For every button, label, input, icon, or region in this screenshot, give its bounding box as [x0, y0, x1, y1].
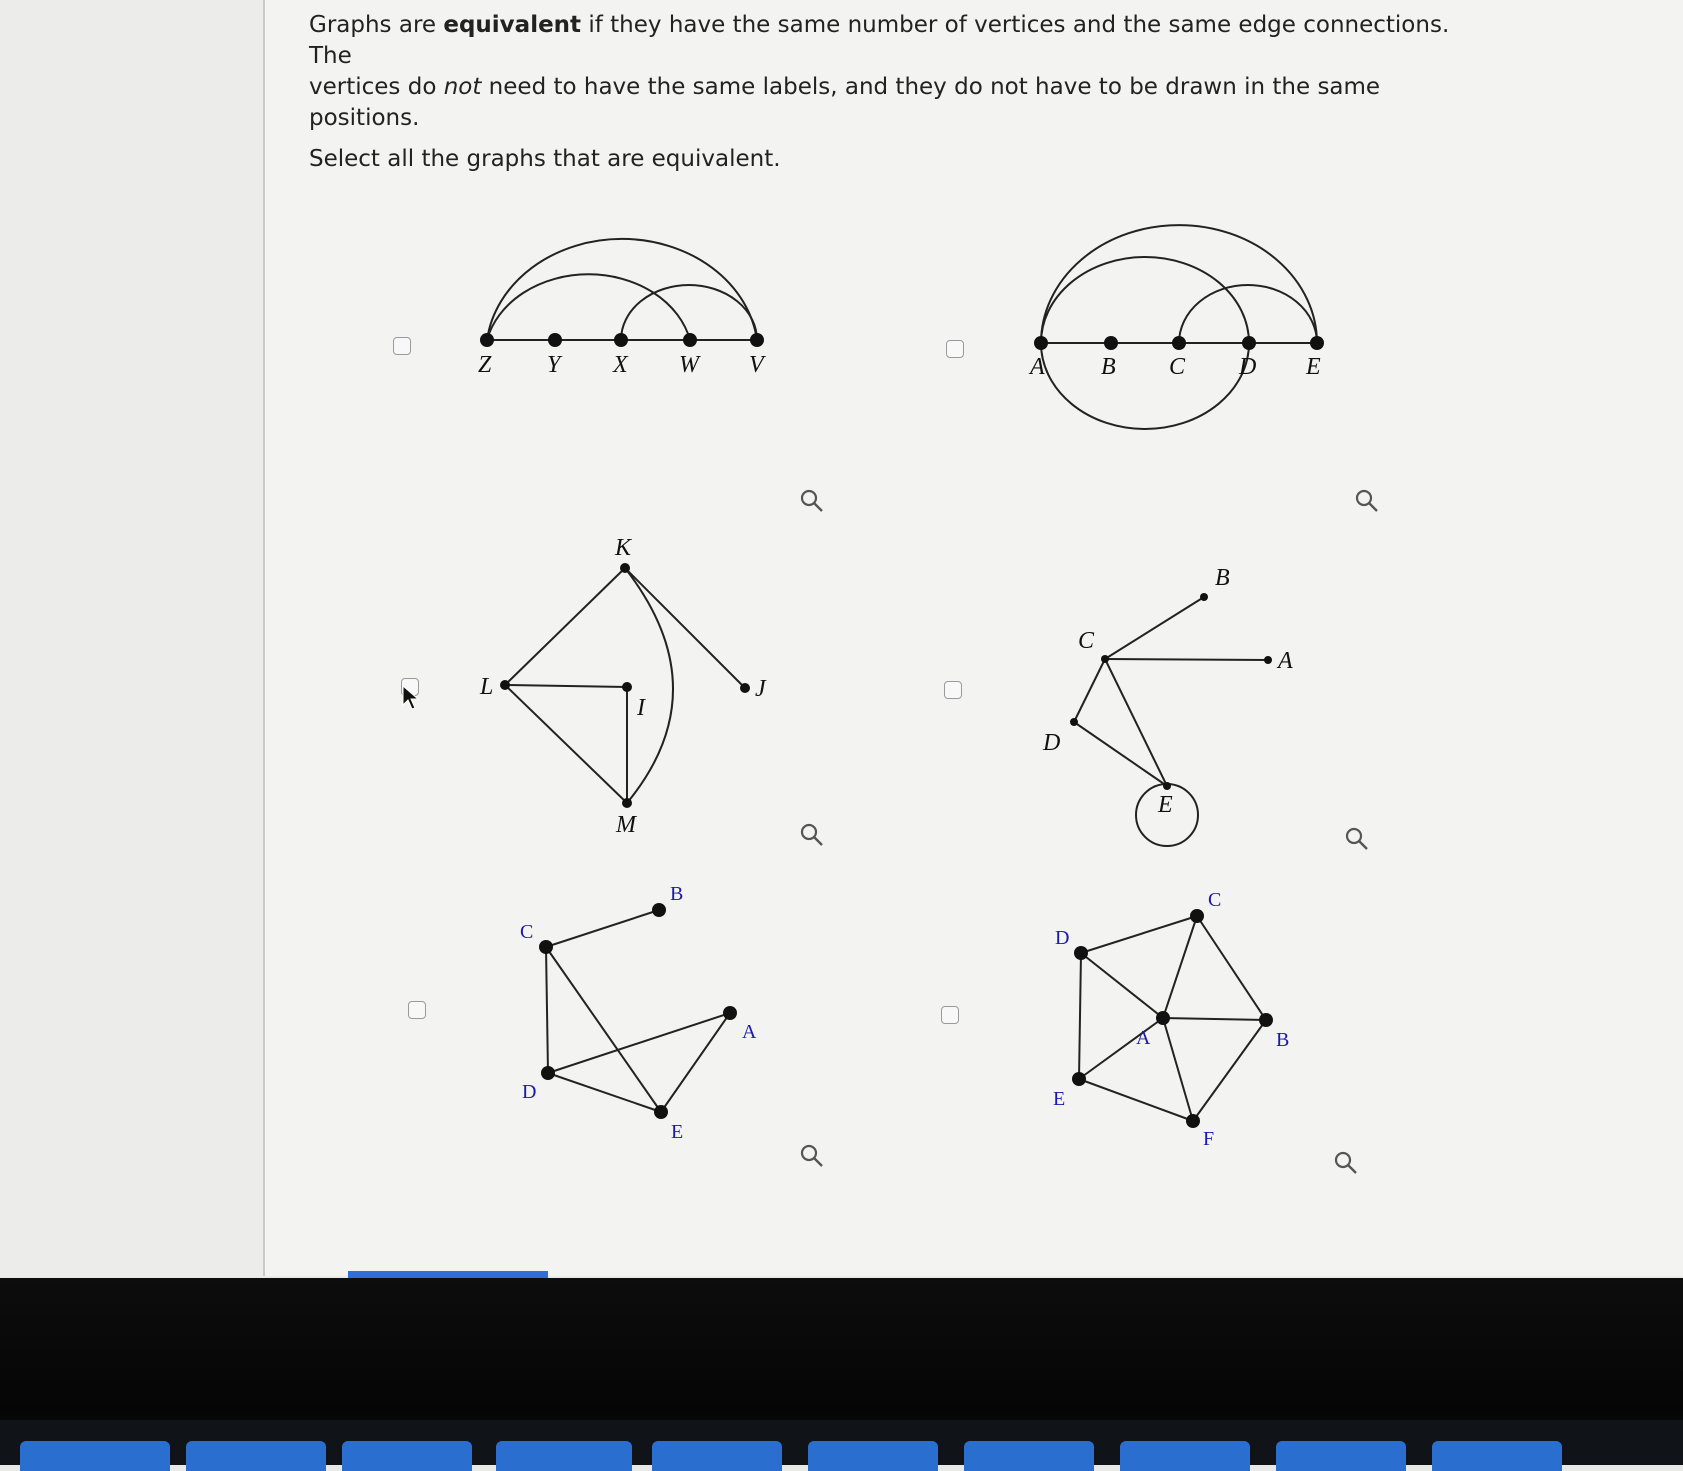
edge-c-e — [1105, 659, 1167, 786]
label-v: V — [749, 352, 764, 378]
label-e: E — [1306, 354, 1321, 380]
keyboard-key — [496, 1441, 632, 1471]
edge-a-e — [661, 1013, 730, 1112]
label-x: X — [613, 352, 628, 378]
label-l: L — [480, 674, 494, 700]
label-a: A — [1030, 354, 1045, 380]
edge-d-e — [1074, 722, 1167, 786]
edge-c-d — [546, 947, 548, 1073]
vertex-d — [1242, 336, 1256, 350]
instruction-line-3: Select all the graphs that are equivalent. — [309, 146, 781, 172]
vertex-b — [1200, 593, 1208, 601]
label-b: B — [1215, 565, 1230, 591]
vertex-i — [622, 682, 632, 692]
keyboard-key — [652, 1441, 782, 1471]
edge-l-i — [505, 685, 627, 687]
vertex-e — [654, 1105, 668, 1119]
label-e: E — [1158, 792, 1173, 818]
label-d: D — [522, 1081, 537, 1103]
vertex-d — [1070, 718, 1078, 726]
vertex-e — [1163, 782, 1171, 790]
vertex-b — [652, 903, 666, 917]
vertex-b — [1104, 336, 1118, 350]
edge-k-j — [625, 568, 745, 688]
label-z: Z — [478, 352, 492, 378]
label-f: F — [1203, 1128, 1215, 1150]
edge-a-d-top — [1041, 257, 1249, 343]
label-w: W — [679, 352, 699, 378]
vertex-a — [1034, 336, 1048, 350]
vertex-m — [622, 798, 632, 808]
vertex-c — [539, 940, 553, 954]
label-e: E — [1053, 1088, 1066, 1110]
vertex-z — [480, 333, 494, 347]
graph-6 — [1079, 916, 1266, 1121]
vertex-j — [740, 683, 750, 693]
edge-d-a — [548, 1013, 730, 1073]
edge-z-w — [487, 274, 690, 340]
edge-k-l — [505, 568, 625, 685]
label-k: K — [615, 535, 632, 561]
keyboard-key — [342, 1441, 472, 1471]
graph-5 — [546, 910, 730, 1112]
edge-c-b — [1105, 597, 1204, 659]
vertex-l — [500, 680, 510, 690]
edge-c-d — [1074, 659, 1105, 722]
edge-d-e — [1079, 953, 1081, 1079]
vertex-y — [548, 333, 562, 347]
edge-d-c — [1081, 916, 1197, 953]
vertex-a — [723, 1006, 737, 1020]
progress-bar — [348, 1271, 548, 1278]
vertex-v — [750, 333, 764, 347]
edge-k-m — [625, 568, 673, 803]
edge-b-f — [1193, 1020, 1266, 1121]
edge-c-a — [1105, 659, 1268, 660]
edge-a-f — [1163, 1018, 1193, 1121]
label-e: E — [671, 1121, 684, 1143]
instruction-line-2: vertices do not need to have the same labels, and they do not have to be drawn in the same positions. — [309, 74, 1381, 131]
keyboard-key — [186, 1441, 326, 1471]
label-b: B — [1101, 354, 1116, 380]
vertex-b — [1259, 1013, 1273, 1027]
label-a: A — [742, 1021, 757, 1043]
edge-a-b — [1163, 1018, 1266, 1020]
edge-d-a — [1081, 953, 1163, 1018]
keyboard-key — [964, 1441, 1094, 1471]
keyboard-key — [808, 1441, 938, 1471]
edge-c-b — [546, 910, 659, 947]
edge-c-b — [1197, 916, 1266, 1020]
vertex-c — [1172, 336, 1186, 350]
label-c: C — [1078, 628, 1095, 654]
vertex-e — [1310, 336, 1324, 350]
label-c: C — [1169, 354, 1186, 380]
vertex-f — [1186, 1114, 1200, 1128]
edge-a-d-bottom — [1041, 343, 1249, 429]
label-b: B — [670, 883, 684, 905]
edge-l-m — [505, 685, 627, 803]
edge-a-e — [1041, 225, 1317, 343]
vertex-w — [683, 333, 697, 347]
keyboard-key — [1120, 1441, 1250, 1471]
vertex-a — [1156, 1011, 1170, 1025]
bold-equivalent: equivalent — [443, 12, 582, 38]
edge-c-e — [546, 947, 661, 1112]
vertex-d — [541, 1066, 555, 1080]
italic-not: not — [443, 74, 482, 100]
label-y: Y — [547, 352, 561, 378]
label-c: C — [520, 921, 534, 943]
instruction-line-1: Graphs are equivalent if they have the same number of vertices and the same edge connections. The — [309, 12, 1450, 69]
vertex-k — [620, 563, 630, 573]
vertex-e — [1072, 1072, 1086, 1086]
label-c: C — [1208, 889, 1222, 911]
label-i: I — [637, 695, 645, 721]
vertex-c — [1190, 909, 1204, 923]
vertex-x — [614, 333, 628, 347]
keyboard-key — [1276, 1441, 1406, 1471]
edge-c-a — [1163, 916, 1197, 1018]
graph-2 — [1041, 225, 1317, 429]
vertex-c — [1101, 655, 1109, 663]
label-d: D — [1239, 354, 1257, 380]
label-a: A — [1278, 648, 1293, 674]
keyboard-key — [1432, 1441, 1562, 1471]
label-j: J — [755, 676, 766, 702]
keyboard-key — [20, 1441, 170, 1471]
vertex-a — [1264, 656, 1272, 664]
label-d: D — [1055, 927, 1070, 949]
graph-1 — [487, 239, 757, 340]
label-d: D — [1043, 730, 1061, 756]
vertex-d — [1074, 946, 1088, 960]
label-a: A — [1136, 1027, 1151, 1049]
edge-e-f — [1079, 1079, 1193, 1121]
edge-d-e — [548, 1073, 661, 1112]
mouse-cursor-icon — [402, 685, 420, 711]
label-b: B — [1276, 1029, 1290, 1051]
label-m: M — [616, 812, 636, 838]
